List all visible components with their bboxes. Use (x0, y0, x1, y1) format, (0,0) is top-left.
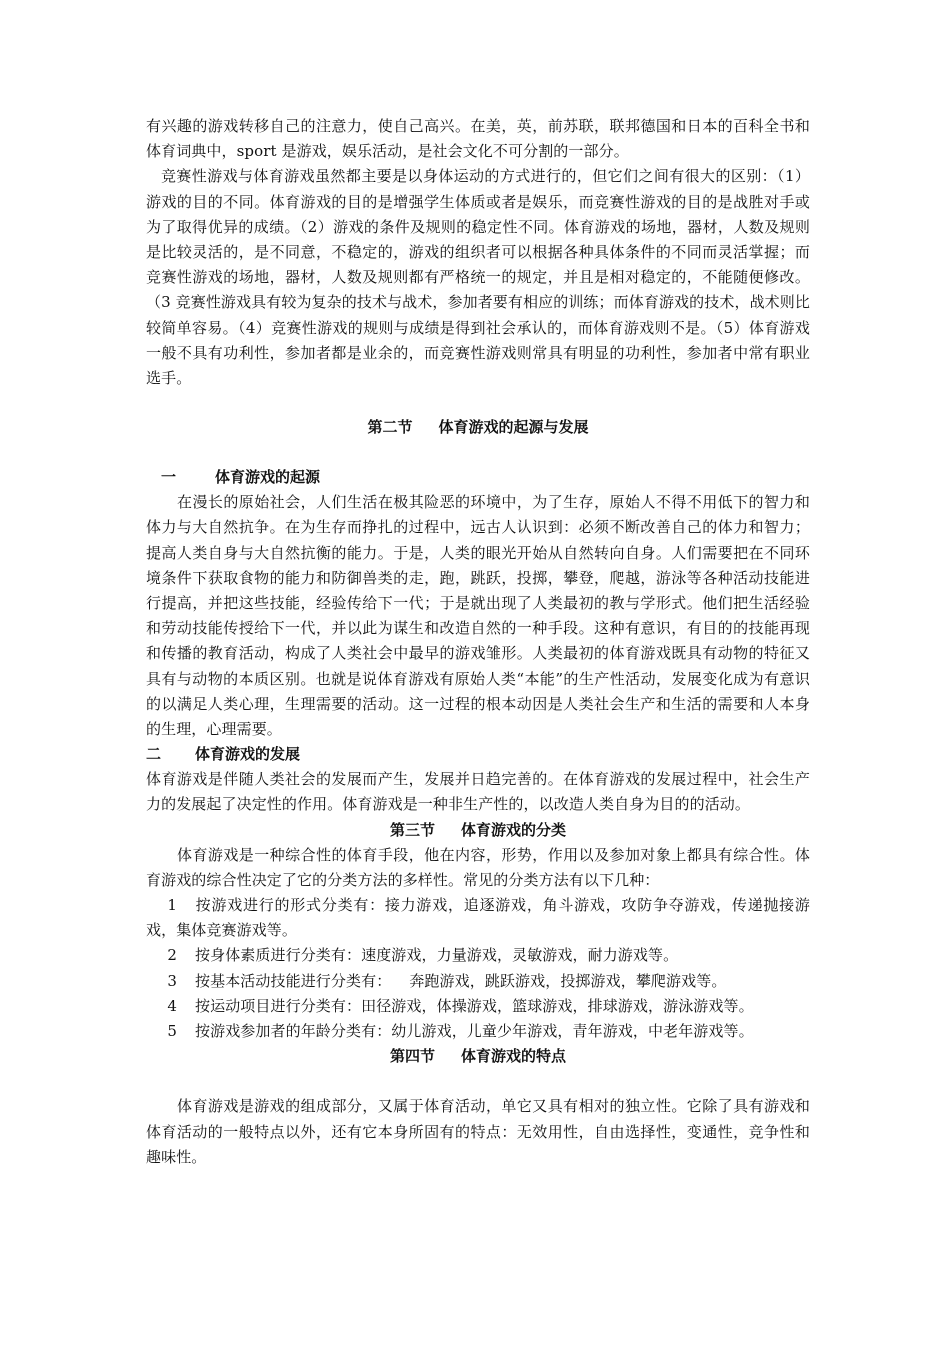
paragraph-characteristics: 体育游戏是游戏的组成部分，又属于体育活动，单它又具有相对的独立性。它除了具有游戏和体育活动的一般特点以外，还有它本身所固有的特点：无效用性，自由选择性，变通性，竞争性和趣味性。 (146, 1097, 810, 1166)
classification-item-5-text: 按游戏参加者的年龄分类有：幼儿游戏，儿童少年游戏，青年游戏，中老年游戏等。 (195, 1022, 754, 1041)
subsection-origin-number: 一 (161, 468, 177, 487)
section-3-label: 第三节 (389, 820, 435, 839)
classification-item-2-text: 按身体素质进行分类有：速度游戏，力量游戏，灵敏游戏，耐力游戏等。 (195, 946, 679, 965)
classification-item-1-text: 按游戏进行的形式分类有：接力游戏，追逐游戏，角斗游戏，攻防争夺游戏，传递抛接游戏，集体竞赛游戏等。 (146, 896, 810, 940)
classification-item-4 (146, 994, 810, 1019)
section-2-label: 第二节 (367, 418, 413, 437)
section-2-title: 体育游戏的起源与发展 (438, 418, 589, 437)
classification-item-3-text-b: 奔跑游戏，跳跃游戏，投掷游戏，攀爬游戏等。 (409, 971, 727, 990)
classification-item-5 (146, 1019, 810, 1044)
classification-item-1 (146, 893, 810, 943)
document-page (146, 114, 810, 1170)
paragraph-development: 体育游戏是伴随人类社会的发展而产生，发展并日趋完善的。在体育游戏的发展过程中，社会生产力的发展起了决定性的作用。体育游戏是一种非生产性的，以改造人类自身为目的的活动。 (146, 770, 810, 814)
subsection-development-title: 体育游戏的发展 (195, 745, 301, 764)
section-3-title: 体育游戏的分类 (461, 820, 567, 839)
section-4-title: 体育游戏的特点 (461, 1047, 567, 1066)
section-4-heading (146, 1044, 810, 1069)
subsection-origin-heading (146, 465, 810, 490)
section-3-heading (146, 818, 810, 843)
subsection-origin-title: 体育游戏的起源 (215, 468, 321, 487)
classification-item-4-number: 4 (167, 996, 177, 1015)
paragraph-classification-intro: 体育游戏是一种综合性的体育手段，他在内容，形势，作用以及参加对象上都具有综合性。体育游戏的综合性决定了它的分类方法的多样性。常见的分类方法有以下几种： (146, 845, 810, 889)
classification-item-1-number: 1 (167, 896, 177, 915)
section-4-label: 第四节 (389, 1047, 435, 1066)
section-2-heading (146, 415, 810, 440)
classification-item-2 (146, 943, 810, 968)
classification-item-5-number: 5 (167, 1022, 177, 1041)
subsection-development-heading (146, 742, 810, 767)
paragraph-intro-continuation: 有兴趣的游戏转移自己的注意力，使自己高兴。在美，英，前苏联，联邦德国和日本的百科全书和体育词典中，sport 是游戏，娱乐活动，是社会文化不可分割的一部分。 (146, 117, 810, 161)
classification-item-2-number: 2 (167, 946, 177, 965)
classification-item-4-text: 按运动项目进行分类有：田径游戏，体操游戏，篮球游戏，排球游戏，游泳游戏等。 (195, 996, 754, 1015)
classification-item-3-number: 3 (167, 971, 177, 990)
paragraph-origin: 在漫长的原始社会，人们生活在极其险恶的环境中，为了生存，原始人不得不用低下的智力和体力与大自然抗争。在为生存而挣扎的过程中，远古人认识到：必须不断改善自己的体力和智力；提高人类自身与大自然抗衡的能力。于是，人类的眼光开始从自然转向自身。人们需要把在不同环境条件下获取食物的能力和防御兽类的走，跑，跳跃，投掷，攀登，爬越，游泳等各种活动技能进行提高，并把这些技能，经验传给下一代；于是就出现了人类最初的教与学形式。他们把生活经验和劳动技能传授给下一代，并以此为谋生和改造自然的一种手段。这种有意识，有目的的技能再现和传播的教育活动，构成了人类社会中最早的游戏雏形。人类最初的体育游戏既具有动物的特征又具有与动物的本质区别。也就是说体育游戏有原始人类“本能”的生产性活动，发展变化成为有意识的以满足人类心理，生理需要的活动。这一过程的根本动因是人类社会生产和生活的需要和人本身的生理，心理需要。 (146, 493, 810, 739)
paragraph-competition-vs-sports-games: 竞赛性游戏与体育游戏虽然都主要是以身体运动的方式进行的，但它们之间有很大的区别：（1）游戏的目的不同。体育游戏的目的是增强学生体质或者是娱乐，而竞赛性游戏的目的是战胜对手或为了取得优异的成绩。（2）游戏的条件及规则的稳定性不同。体育游戏的场地，器材，人数及规则是比较灵活的，是不同意，不稳定的，游戏的组织者可以根据各种具体条件的不同而灵活掌握；而竞赛性游戏的场地，器材，人数及规则都有严格统一的规定，并且是相对稳定的，不能随便修改。（3 竞赛性游戏具有较为复杂的技术与战术，参加者要有相应的训练；而体育游戏的技术，战术则比较简单容易。（4）竞赛性游戏的规则与成绩是得到社会承认的，而体育游戏则不是。（5）体育游戏一般不具有功利性，参加者都是业余的，而竞赛性游戏则常具有明显的功利性，参加者中常有职业选手。 (146, 167, 810, 388)
classification-item-3-text-a: 按基本活动技能进行分类有： (195, 971, 392, 990)
subsection-development-number: 二 (146, 745, 162, 764)
classification-item-3 (146, 969, 810, 994)
